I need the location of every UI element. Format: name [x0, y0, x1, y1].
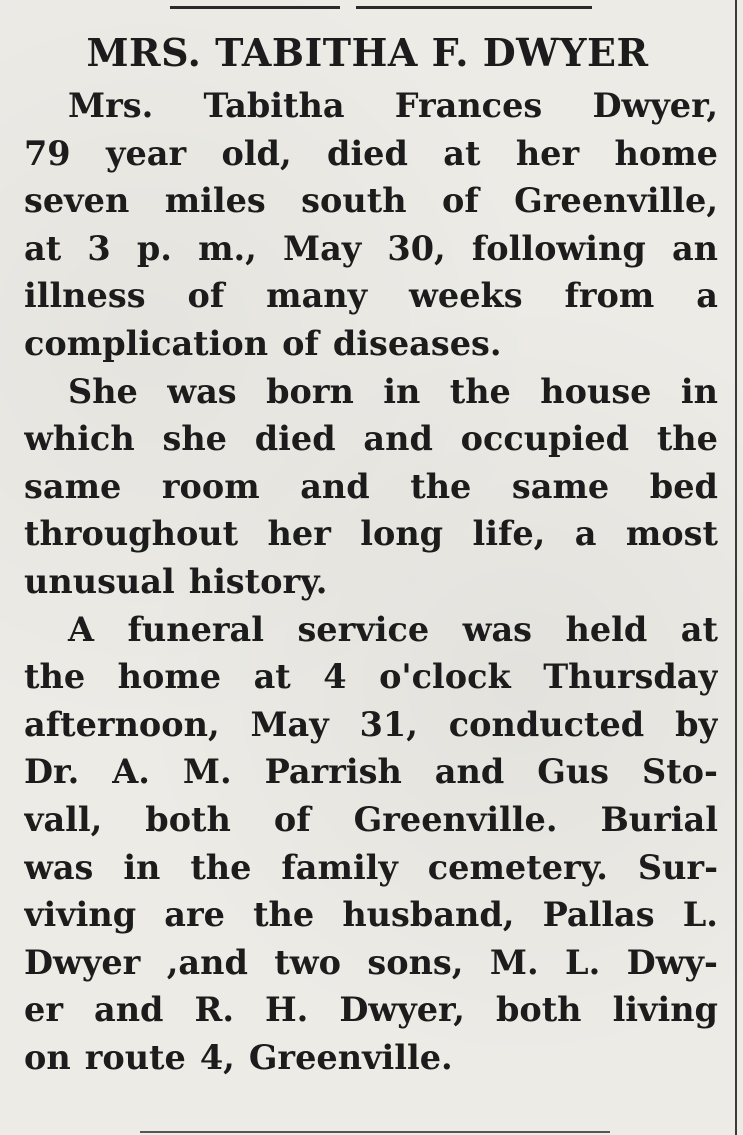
word: May [283, 228, 362, 268]
word: the [253, 895, 315, 935]
word: from [564, 276, 655, 316]
word: Dr. [24, 752, 80, 792]
word: the [24, 657, 86, 697]
word: Sto- [642, 752, 718, 792]
word: m., [198, 228, 257, 268]
word: room [161, 466, 260, 506]
word: and [93, 990, 164, 1030]
word: route [84, 1037, 186, 1077]
text-line [24, 891, 718, 939]
word: Dwyer, [339, 990, 465, 1030]
word: diseases. [332, 323, 502, 363]
word: R. [194, 990, 235, 1030]
word: cemetery. [427, 847, 608, 887]
word: miles [164, 181, 266, 221]
word: occupied [460, 419, 630, 459]
word: many [266, 276, 368, 316]
word: in [680, 371, 718, 411]
word: family [281, 847, 398, 887]
word: in [383, 371, 421, 411]
text-line [24, 939, 718, 987]
word: L. [565, 942, 601, 982]
text-line [24, 510, 718, 558]
word: Tabitha [203, 86, 345, 125]
word: a [574, 514, 597, 554]
word: Dwyer, [592, 86, 718, 125]
word: the [190, 847, 252, 887]
text-line [24, 606, 718, 654]
word: living [612, 990, 718, 1030]
word: at [253, 657, 291, 697]
word: H. [265, 990, 309, 1030]
text-line [24, 177, 718, 225]
text-line [24, 415, 718, 463]
text-line [24, 130, 718, 178]
word: she [162, 419, 227, 459]
word: born [266, 371, 354, 411]
word: p. [136, 228, 172, 268]
word: Gus [537, 752, 610, 792]
word: sons, [367, 942, 464, 982]
word: L. [682, 895, 718, 935]
word: was [462, 609, 533, 649]
word: of [187, 276, 225, 316]
word: on [24, 1037, 71, 1077]
text-line [24, 82, 718, 130]
word: Parrish [264, 752, 402, 792]
word: M. [489, 942, 539, 982]
text-line [24, 225, 718, 273]
text-line [24, 320, 718, 368]
word: most [625, 514, 718, 554]
word: are [164, 895, 225, 935]
word: old, [221, 133, 292, 173]
word: Burial [600, 799, 718, 839]
text-line [24, 463, 718, 511]
word: A. [112, 752, 150, 792]
word: and [363, 419, 433, 459]
word: year [105, 133, 187, 173]
text-line [24, 272, 718, 320]
word: of [441, 181, 479, 221]
word: er [24, 990, 63, 1030]
word: at [443, 133, 481, 173]
word: ,and [166, 942, 248, 982]
word: home [614, 133, 718, 173]
word: died [254, 419, 336, 459]
word: history. [188, 561, 328, 601]
word: house [540, 371, 652, 411]
word: May [250, 704, 329, 744]
word: weeks [409, 276, 523, 316]
word: 30, [387, 228, 446, 268]
word: home [117, 657, 222, 697]
text-line [24, 701, 718, 749]
word: M. [182, 752, 232, 792]
word: seven [24, 181, 130, 221]
text-line [24, 986, 718, 1034]
text-line [24, 653, 718, 701]
word: Greenville. [248, 1037, 453, 1077]
word: husband, [342, 895, 515, 935]
word: the [449, 371, 511, 411]
word: 3 [87, 228, 111, 268]
word: of [273, 799, 311, 839]
text-line [24, 1034, 718, 1082]
word: bed [649, 466, 718, 506]
word: by [675, 704, 718, 744]
word: A [68, 609, 94, 649]
word: and [434, 752, 505, 792]
word: held [565, 609, 648, 649]
word: Sur- [637, 847, 718, 887]
word: died [327, 133, 408, 173]
word: the [656, 419, 718, 459]
word: was [24, 847, 94, 887]
word: Dwy- [626, 942, 718, 982]
word: vall, [24, 799, 103, 839]
word: same [24, 466, 122, 506]
word: two [274, 942, 341, 982]
word: was [167, 371, 237, 411]
word: a [696, 276, 718, 316]
text-line [24, 368, 718, 416]
word: both [145, 799, 231, 839]
word: throughout [24, 514, 239, 554]
word: She [68, 371, 138, 411]
obituary-headline: MRS. TABITHA F. DWYER [86, 30, 649, 75]
word: both [495, 990, 582, 1030]
text-line [24, 748, 718, 796]
word: her [267, 514, 331, 554]
word: o'clock [379, 657, 511, 697]
word: of [282, 323, 319, 363]
word: 4 [323, 657, 347, 697]
word: service [297, 609, 430, 649]
word: viving [24, 895, 137, 935]
word: Frances [394, 86, 543, 125]
word: Mrs. [68, 86, 154, 125]
word: 79 [24, 133, 71, 173]
word: unusual [24, 561, 175, 601]
word: Thursday [543, 657, 718, 697]
top-rule-right [356, 6, 592, 9]
text-line [24, 844, 718, 892]
word: illness [24, 276, 146, 316]
text-line [24, 558, 718, 606]
word: afternoon, [24, 704, 220, 744]
word: 4, [199, 1037, 235, 1077]
word: funeral [127, 609, 264, 649]
word: life, [472, 514, 546, 554]
word: same [511, 466, 610, 506]
word: which [24, 419, 135, 459]
obituary-body [24, 82, 718, 1081]
word: her [515, 133, 580, 173]
column-border [735, 0, 737, 1135]
word: the [410, 466, 472, 506]
word: Dwyer [24, 942, 141, 982]
word: Pallas [542, 895, 655, 935]
word: conducted [448, 704, 645, 744]
word: complication [24, 323, 269, 363]
word: following [471, 228, 646, 268]
word: and [300, 466, 370, 506]
top-rule-left [170, 6, 340, 9]
word: Greenville. [353, 799, 558, 839]
text-line [24, 796, 718, 844]
word: Greenville, [514, 181, 718, 221]
word: at [680, 609, 718, 649]
word: long [360, 514, 444, 554]
word: south [301, 181, 407, 221]
word: at [24, 228, 62, 268]
bottom-rule [140, 1131, 610, 1133]
word: in [123, 847, 161, 887]
word: an [671, 228, 718, 268]
word: 31, [359, 704, 418, 744]
